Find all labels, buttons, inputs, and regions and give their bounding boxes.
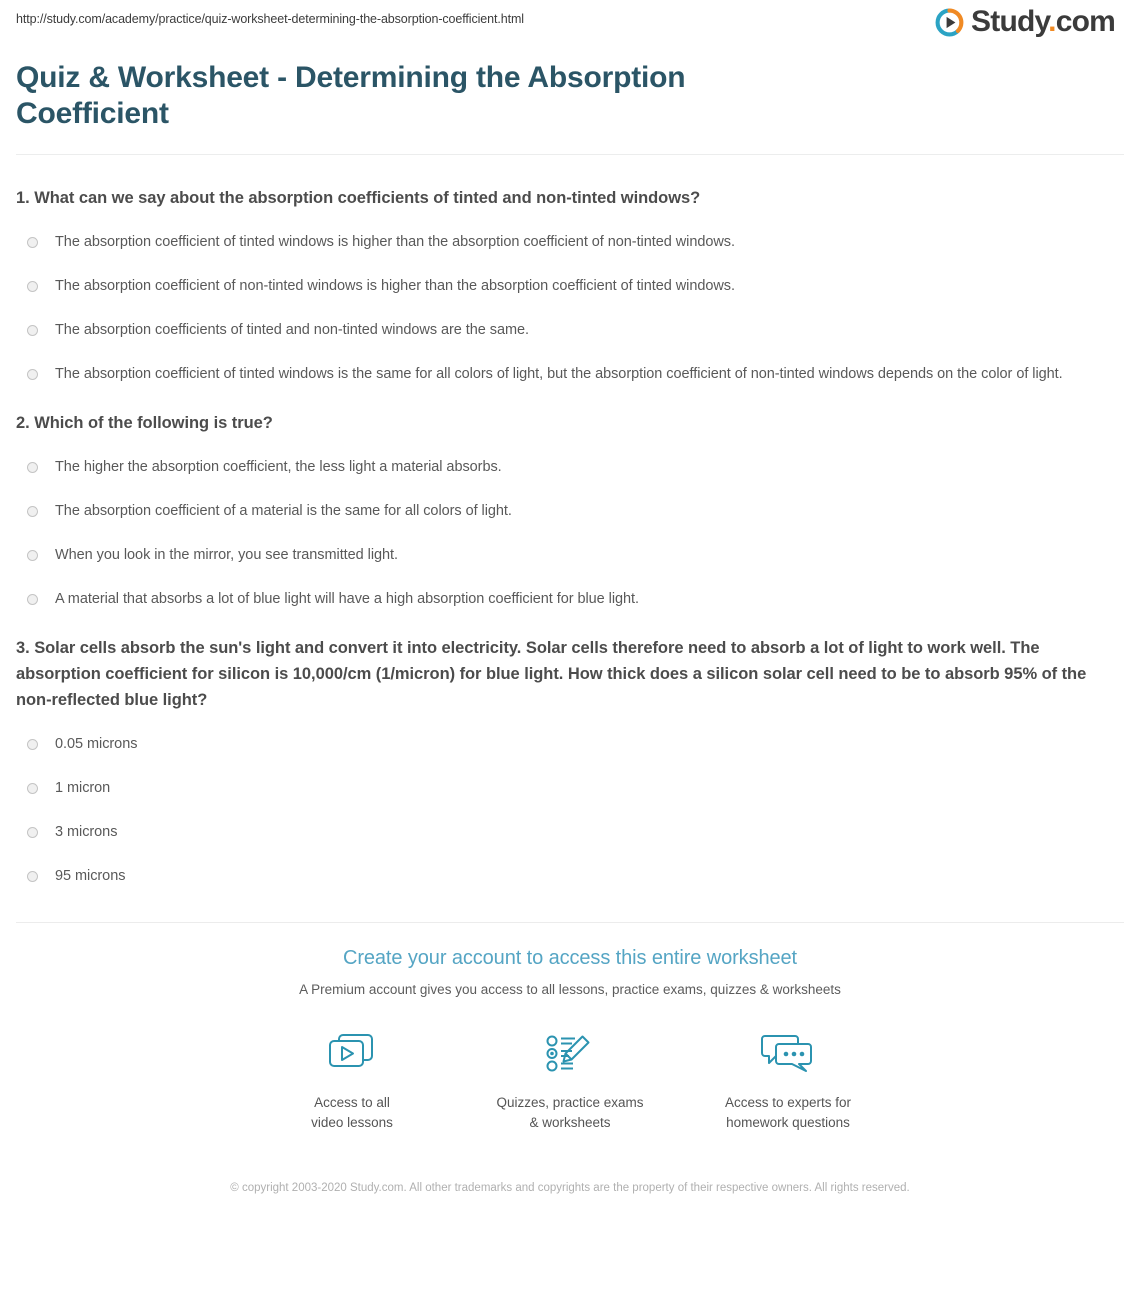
radio-icon[interactable]: [27, 783, 38, 794]
question-block-1: [16, 161, 1124, 386]
questions-list: [16, 155, 1124, 888]
options-list-2: [16, 436, 1124, 611]
question-text-2: 2. Which of the following is true?: [16, 414, 273, 432]
option-3-2[interactable]: [16, 756, 1124, 800]
perk-video-lessons: [243, 1028, 461, 1133]
radio-icon[interactable]: [27, 594, 38, 605]
radio-icon[interactable]: [27, 550, 38, 561]
page-header-bar: [16, 0, 1124, 44]
question-text-3: 3. Solar cells absorb the sun's light and convert it into electricity. Solar cells therefore need to absorb a lot of light to work well. The absorption coefficient for silicon is 10,000/cm (1/micron) for blue light. How thick does a silicon solar cell need to be to absorb 95% of the non-reflected blue light?: [16, 639, 1087, 709]
radio-icon[interactable]: [27, 871, 38, 882]
perk-quizzes-worksheets: [461, 1028, 679, 1133]
option-label: 0.05 microns: [55, 736, 138, 752]
perk-line-1: Access to all: [314, 1095, 390, 1110]
options-list-1: [16, 211, 1124, 386]
option-label: A material that absorbs a lot of blue light will have a high absorption coefficient for blue light.: [55, 591, 639, 607]
perks-row: [16, 1028, 1124, 1133]
option-1-4[interactable]: [16, 342, 1124, 386]
logo-wordmark: [971, 7, 1115, 37]
study-com-logo[interactable]: [935, 7, 1115, 37]
radio-icon[interactable]: [27, 237, 38, 248]
option-label: The absorption coefficient of a material is the same for all colors of light.: [55, 503, 512, 519]
page-url: http://study.com/academy/practice/quiz-worksheet-determining-the-absorption-coefficient.html: [16, 12, 524, 26]
option-2-3[interactable]: [16, 523, 1124, 567]
perk-line-1: Access to experts for: [724, 1095, 852, 1110]
logo-dot: .: [1048, 5, 1056, 38]
question-block-3: [16, 611, 1124, 888]
create-account-cta: [16, 923, 1124, 1133]
radio-icon[interactable]: [27, 462, 38, 473]
option-label: 95 microns: [55, 868, 126, 884]
radio-icon[interactable]: [27, 325, 38, 336]
perk-line-2: video lessons: [311, 1115, 393, 1130]
radio-icon[interactable]: [27, 281, 38, 292]
option-1-2[interactable]: [16, 254, 1124, 298]
logo-word-study: Study: [971, 5, 1049, 38]
radio-icon[interactable]: [27, 739, 38, 750]
quiz-pencil-icon: [461, 1028, 679, 1080]
copyright-notice: © copyright 2003-2020 Study.com. All other trademarks and copyrights are the property of their respective owners. All rights reserved.: [230, 1182, 910, 1194]
perk-line-2: & worksheets: [529, 1115, 611, 1130]
perk-text: [461, 1093, 679, 1133]
option-label: 3 microns: [55, 824, 118, 840]
radio-icon[interactable]: [27, 827, 38, 838]
option-1-1[interactable]: [16, 211, 1124, 254]
perk-text: [243, 1093, 461, 1133]
perk-line-1: Quizzes, practice exams: [496, 1095, 644, 1110]
video-lessons-icon: [243, 1028, 461, 1080]
question-text-1: 1. What can we say about the absorption coefficients of tinted and non-tinted windows?: [16, 189, 701, 207]
question-block-2: [16, 386, 1124, 611]
option-label: The higher the absorption coefficient, the less light a material absorbs.: [55, 459, 502, 475]
premium-subtext: A Premium account gives you access to all lessons, practice exams, quizzes & worksheets: [299, 982, 841, 997]
page-title: Quiz & Worksheet - Determining the Absorption Coefficient: [16, 61, 686, 130]
perk-expert-help: [679, 1028, 897, 1133]
perk-text: [679, 1093, 897, 1133]
option-2-2[interactable]: [16, 479, 1124, 523]
option-label: The absorption coefficient of tinted windows is higher than the absorption coefficient of non-tinted windows.: [55, 234, 735, 250]
option-3-3[interactable]: [16, 800, 1124, 844]
options-list-3: [16, 713, 1124, 888]
option-2-1[interactable]: [16, 436, 1124, 479]
option-label: The absorption coefficients of tinted and non-tinted windows are the same.: [55, 322, 530, 338]
option-1-3[interactable]: [16, 298, 1124, 342]
option-label: 1 micron: [55, 780, 111, 796]
option-label: When you look in the mirror, you see transmitted light.: [55, 547, 398, 563]
option-label: The absorption coefficient of tinted windows is the same for all colors of light, but the absorption coefficient of non-tinted windows depends on the color of light.: [55, 366, 1063, 382]
radio-icon[interactable]: [27, 506, 38, 517]
option-3-4[interactable]: [16, 844, 1124, 888]
option-label: The absorption coefficient of non-tinted windows is higher than the absorption coefficient of tinted windows.: [55, 278, 735, 294]
chat-bubbles-icon: [679, 1028, 897, 1080]
play-circle-icon: [935, 8, 964, 37]
logo-word-com: com: [1055, 5, 1115, 38]
option-3-1[interactable]: [16, 713, 1124, 756]
option-2-4[interactable]: [16, 567, 1124, 611]
radio-icon[interactable]: [27, 369, 38, 380]
create-account-link[interactable]: Create your account to access this entire worksheet: [342, 947, 797, 969]
perk-line-2: homework questions: [726, 1115, 850, 1130]
